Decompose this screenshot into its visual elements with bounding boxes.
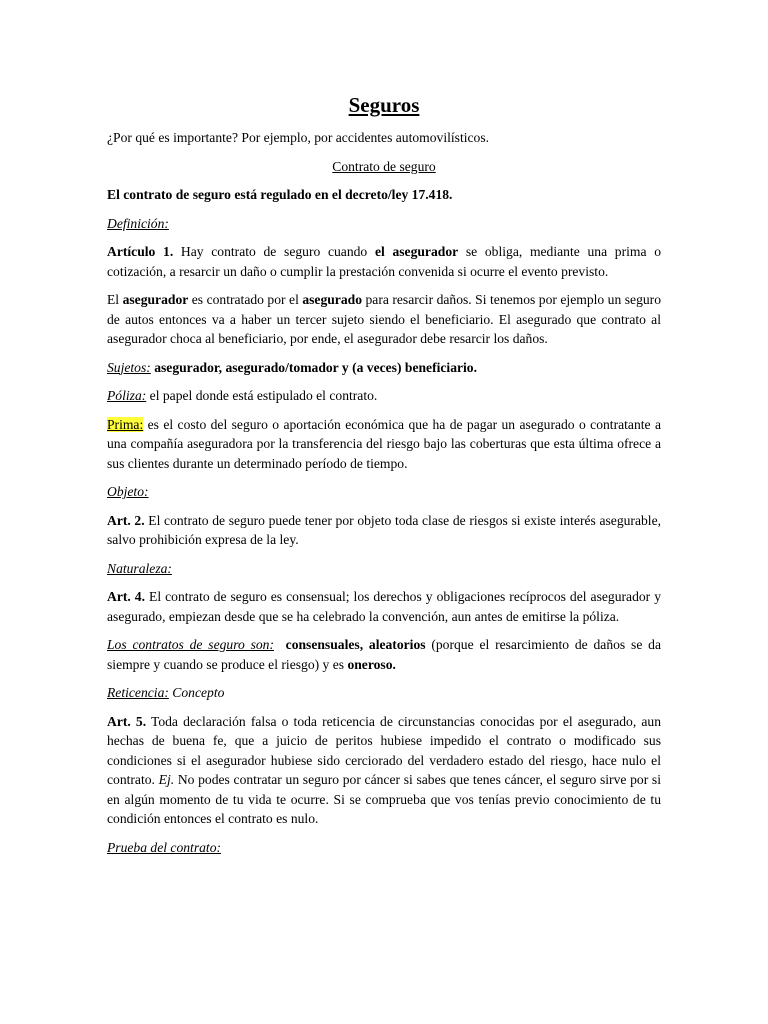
text-run: El [107, 292, 123, 307]
art-2-text: El contrato de seguro puede tener por objeto toda clase de riesgos si existe interés asegurable, salvo prohibición expresa de la ley. [107, 512, 662, 547]
text-run: Toda declaración falsa o toda reticencia de circunstancias conocidas por el asegurado, aun hechas de buena fe, que a juicio de peritos hubiese impedido el contrato o modificado sus condiciones si el asegurador hubiese sido cerciorado del verdadero estado del riesgo, hace nulo el contrato. [107, 713, 662, 787]
sujetos-paragraph [107, 358, 661, 378]
prima-paragraph [107, 415, 661, 474]
objeto-heading [107, 482, 661, 502]
text-run [274, 637, 286, 652]
bold-run: oneroso. [347, 656, 396, 672]
subtitle-text: Contrato de seguro [332, 158, 436, 174]
naturaleza-heading [107, 559, 661, 579]
text-run: para resarcir daños. Si tenemos por ejemplo un seguro de autos entonces va a haber un tercer sujeto siendo el beneficiario. El asegurado que contrato al asegurador choca al beneficiario, por ende, el asegurador debe resarcir los daños. [107, 292, 661, 346]
prima-text: es el costo del seguro o aportación económica que ha de pagar un asegurado o contratante a una compañía aseguradora por la transferencia del riesgo bajo las coberturas que esta última ofrece a sus clientes durante un determinado período de tiempo. [107, 416, 661, 471]
poliza-text: el papel donde está estipulado el contrato. [146, 388, 378, 403]
definicion-heading-text: Definición: [107, 215, 169, 231]
bold-run: aleatorios [368, 637, 426, 652]
objeto-heading-text: Objeto: [107, 484, 149, 499]
bold-run: consensuales [285, 637, 360, 652]
reticencia-heading-text: Reticencia: [107, 685, 169, 700]
poliza-heading: Póliza: [107, 388, 147, 403]
regulation-paragraph [107, 185, 661, 205]
text-run: (porque el resarcimiento de daños se da siempre y cuando se produce el riesgo) y es [107, 637, 662, 672]
art-4-paragraph [107, 587, 661, 626]
bold-run: asegurador [122, 292, 189, 307]
prueba-heading-text: Prueba del contrato: [107, 839, 222, 855]
bold-run: el asegurador [374, 244, 459, 259]
sujetos-text: asegurador, asegurado/tomador y (a veces) beneficiario. [150, 359, 478, 375]
reticencia-concept: Concepto [168, 685, 225, 700]
art-2-label: Art. 2. [107, 512, 145, 528]
art-5-label: Art. 5. [107, 713, 147, 729]
sujetos-heading: Sujetos: [107, 359, 151, 375]
contratos-son-paragraph [107, 635, 661, 674]
example-label: Ej. [158, 772, 175, 787]
text-run: es contratado por el [188, 292, 303, 307]
art-4-label: Art. 4. [107, 589, 145, 604]
prueba-heading [107, 838, 661, 858]
articulo-1-label: Artículo 1. [107, 244, 174, 259]
text-run: Hay contrato de seguro cuando [173, 244, 375, 259]
asegurador-paragraph [107, 290, 661, 349]
reticencia-heading [107, 683, 661, 703]
bold-run: asegurado [302, 292, 362, 307]
intro-paragraph: ¿Por qué es importante? Por ejemplo, por accidentes automovilísticos. [107, 130, 490, 145]
contratos-son-heading: Los contratos de seguro son: [107, 637, 275, 652]
text-run: , [359, 637, 369, 652]
naturaleza-heading-text: Naturaleza: [107, 560, 172, 576]
art-2-paragraph [107, 511, 661, 550]
prima-heading-highlight: Prima: [107, 416, 144, 432]
text-run: No podes contratar un seguro por cáncer si sabes que tenes cáncer, el seguro sirve por si en algún momento de tu vida te ocurre. Si se comprueba que vos tenías previo conocimiento de tu condición entonces el contrato es nulo. [107, 772, 661, 826]
articulo-1-paragraph [107, 242, 661, 281]
document-title: Seguros [348, 93, 420, 117]
text-run: se obliga, mediante una prima o cotización, a resarcir un daño o cumplir la prestación convenida si ocurre el evento previsto. [107, 244, 662, 279]
art-5-paragraph [107, 712, 661, 829]
definicion-heading [107, 214, 661, 234]
art-4-text: El contrato de seguro es consensual; los derechos y obligaciones recíprocos del asegurador y asegurado, empiezan desde que se ha celebrado la convención, aun antes de emitirse la póliza. [107, 589, 661, 624]
poliza-paragraph [107, 386, 661, 406]
subtitle [107, 157, 661, 177]
regulation-text: El contrato de seguro está regulado en el decreto/ley 17.418. [107, 187, 453, 202]
